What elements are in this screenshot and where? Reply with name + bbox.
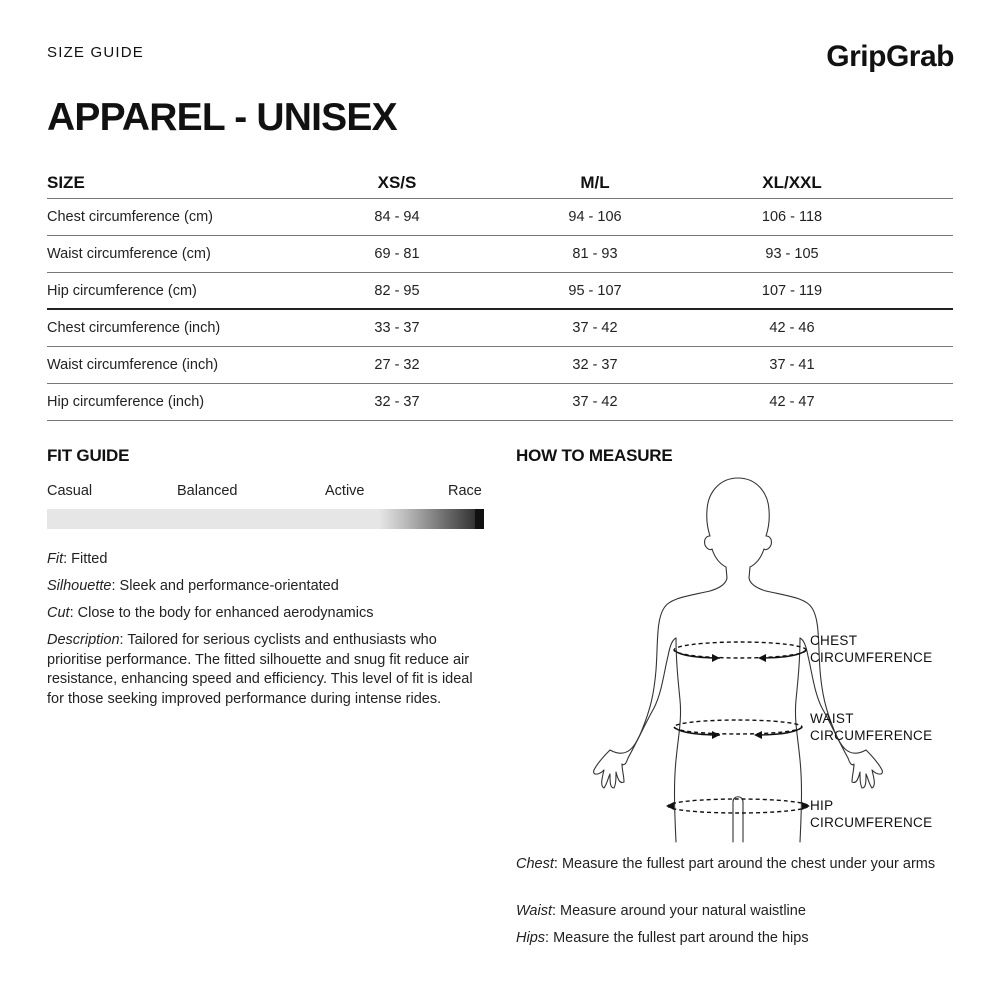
- size-table: [47, 162, 953, 421]
- fit-scale-active: Active: [325, 483, 365, 499]
- head-outline-right: [738, 478, 771, 591]
- brand-logo: GripGrab: [826, 40, 954, 73]
- waist-measure-band: [674, 720, 802, 735]
- fit-level-marker: [475, 509, 484, 529]
- left-arm-outline: [594, 591, 710, 788]
- fit-scale-casual: Casual: [47, 483, 93, 499]
- left-torso: [675, 638, 681, 842]
- waist-arrow-right: [754, 731, 762, 739]
- page-title: APPAREL - UNISEX: [47, 96, 397, 139]
- waist-instruction: Waist: Measure around your natural waistline: [516, 903, 806, 919]
- cut-line: Cut: Close to the body for enhanced aerodynamics: [47, 605, 374, 621]
- fit-line: Fit: Fitted: [47, 551, 108, 567]
- table-row: Hip circumference (inch) 32 - 37 37 - 42 42 - 47: [47, 384, 953, 421]
- size-guide-label: SIZE GUIDE: [47, 44, 145, 61]
- table-row: Chest circumference (inch) 33 - 37 37 - 42 42 - 46: [47, 310, 953, 347]
- silhouette-line: Silhouette: Sleek and performance-orientated: [47, 578, 339, 594]
- table-row: Waist circumference (cm) 69 - 81 81 - 93 93 - 105: [47, 236, 953, 273]
- row-label: Hip circumference (inch): [47, 394, 205, 410]
- fit-scale-balanced: Balanced: [177, 483, 238, 499]
- column-header-size: SIZE: [47, 173, 85, 192]
- row-label: Waist circumference (inch): [47, 357, 219, 373]
- chest-instruction: Chest: Measure the fullest part around the chest under your arms: [516, 856, 936, 872]
- waist-arrow-left: [712, 731, 720, 739]
- table-header: SIZE XS/S M/L XL/XXL: [47, 162, 953, 199]
- hip-arrow-right: [802, 802, 810, 810]
- table-row: Hip circumference (cm) 82 - 95 95 - 107 107 - 119: [47, 273, 953, 310]
- hip-arrow-left: [666, 802, 674, 810]
- chest-arrow-right: [758, 654, 766, 662]
- description-paragraph: Description: Tailored for serious cyclists and enthusiasts who prioritise performance. The fitted silhouette and snug fit reduce air resistance, enhancing speed and efficiency. This level of fit is ideal for those seeking improved performance during intense rides.: [47, 632, 473, 707]
- hips-instruction: Hips: Measure the fullest part around the hips: [516, 930, 809, 946]
- fit-guide-title: FIT GUIDE: [47, 446, 130, 465]
- hip-measure-band: [668, 799, 808, 813]
- fit-level-bar: [47, 509, 484, 529]
- how-to-measure-title: HOW TO MEASURE: [516, 446, 673, 465]
- row-label: Chest circumference (inch): [47, 320, 221, 336]
- chest-arrow-left: [712, 654, 720, 662]
- right-torso: [795, 638, 801, 842]
- table-row: Chest circumference (cm) 84 - 94 94 - 106 106 - 118: [47, 199, 953, 236]
- fit-scale-race: Race: [448, 483, 482, 499]
- waist-circumference-label: WAIST CIRCUMFERENCE: [810, 711, 933, 743]
- head-outline: [705, 478, 738, 591]
- table-row: Waist circumference (inch) 27 - 32 32 - 37 37 - 41: [47, 347, 953, 384]
- row-label: Chest circumference (cm): [47, 209, 213, 225]
- row-label: Waist circumference (cm): [47, 246, 211, 262]
- right-arm-outline: [766, 591, 882, 788]
- row-label: Hip circumference (cm): [47, 283, 197, 299]
- hip-circumference-label: HIP CIRCUMFERENCE: [810, 798, 933, 830]
- chest-circumference-label: CHEST CIRCUMFERENCE: [810, 633, 933, 665]
- chest-measure-band: [674, 642, 806, 658]
- leg-divider: [733, 797, 743, 842]
